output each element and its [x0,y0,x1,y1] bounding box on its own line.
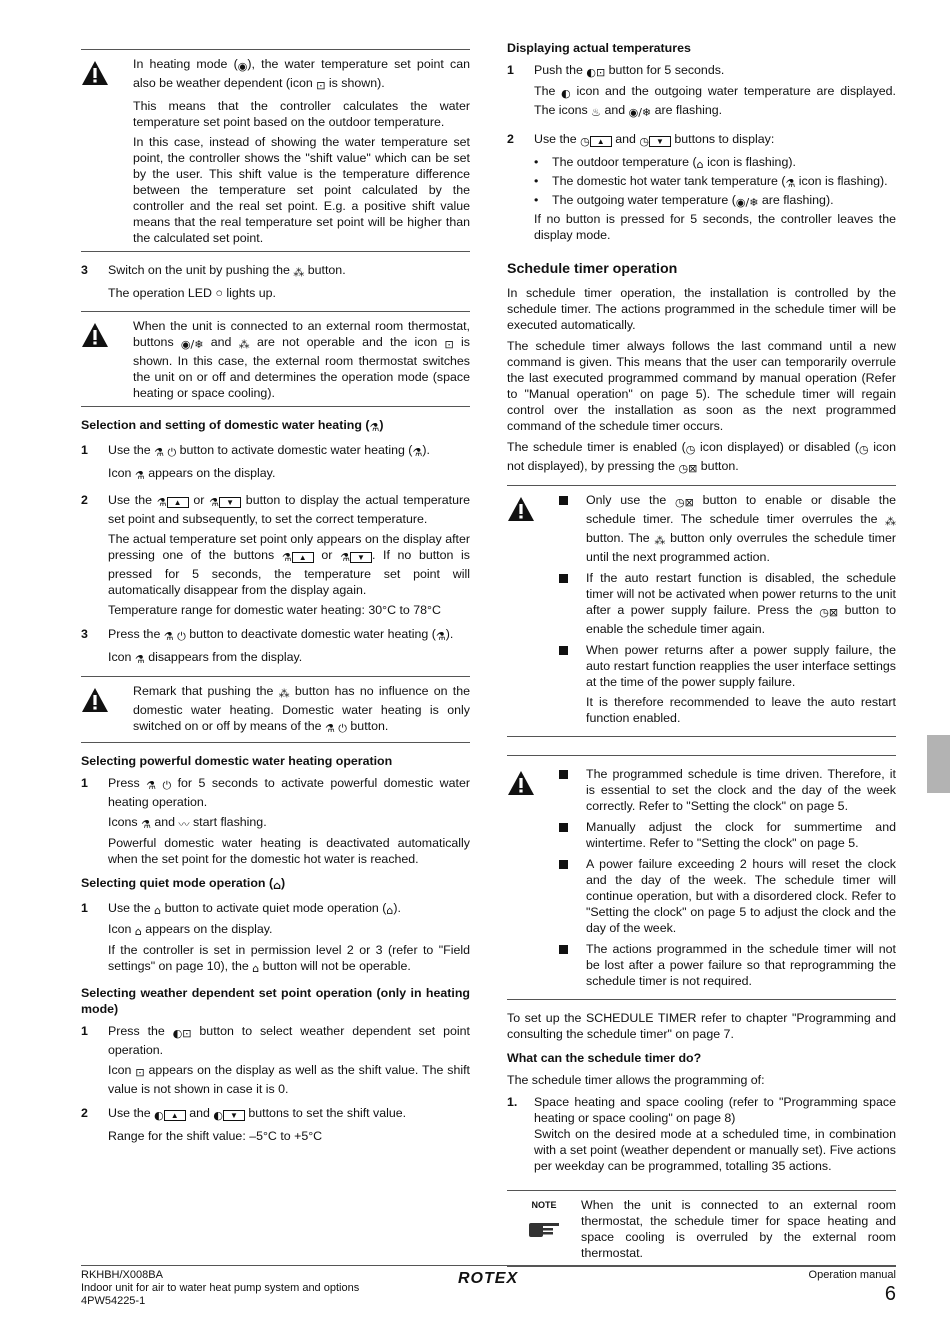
step-weather-2: 2 Use the ◐ ▲ and ◐ ▼ buttons to set the shift value. Range for the shift value: –5°C to +5°C [81,1106,407,1143]
rotex-logo: ROTEX [458,1270,519,1287]
down-key-icon: ▼ [223,1110,245,1121]
step-whatcan-1: 1. Space heating and space cooling (refer to "Programming space heating or space cooling" on page 8) Switch on the desired mode at a scheduled time, in combination with a set point (weather dependent or manually set). Five actions per weekday can be programmed, totalling 35 actions. [507,1095,896,1173]
weather-button-icon: ◐ [586,66,596,79]
timer-button-icon: ◷⊠ [678,462,698,475]
list-item: When power returns after a power supply failure, the auto restart function reapplies the user interface settings at the time of the power supply failure. It is therefore recommended to leave the auto restart function enabled. [559,642,896,726]
weather-button-icon: ◐ [213,1109,223,1122]
warning-box-clock [507,755,896,1000]
step-powerful-1: 1 Press ⚗ ⏻ for 5 seconds to activate powerful domestic water heating operation. Icons ⚗ and 〰 start flashing. Powerful domestic water heating is deactivated automatically when the set point for the domestic hot water is reached. [81,776,470,866]
fan-button-icon: ⁂ [293,266,305,279]
list-item: • The domestic hot water tank temperature (⚗ icon is flashing). [534,174,888,190]
tap-icon: ⚗ [146,779,156,792]
thermostat-icon: ⊡ [444,338,454,351]
heat-cool-icon: ◉/❄ [180,338,204,351]
warning-box-thermostat: When the unit is connected to an external room thermostat, buttons ◉/❄ and ⁂ are not operable and the icon ⊡ is shown. In this case, the external room thermostat switches the unit on or off and determines the operation mode (space heating or space cooling). [81,311,470,407]
page-number: 6 [884,1283,896,1305]
up-key-icon: ▲ [292,552,314,563]
warning-text: This means that the controller calculates the water temperature set point based on the outdoor temperature. [133,99,470,129]
outgoing-water-icon: ♨ [591,106,602,119]
note-text: When the unit is connected to an external room thermostat, the schedule timer for space heating and space cooling is overruled by the external room thermostat. [581,1198,896,1260]
list-item: • The outgoing water temperature (◉/❄ are flashing). [534,193,834,209]
warning-icon [507,496,535,522]
step-dhw-3: 3 Press the ⚗ ⏻ button to deactivate domestic water heating (⚗). Icon ⚗ disappears from the display. [81,627,454,666]
outdoor-icon: ⌂ [696,158,704,171]
up-key-icon: ▲ [164,1110,186,1121]
step-quiet-1: 1 Use the ⌂ button to activate quiet mode operation (⌂). Icon ⌂ appears on the display. If the controller is set in permission level 2 or 3 (refer to "Field settings" on page 10), the ⌂ button will not be operable. [81,901,470,975]
tap-icon: ⚗ [281,551,292,564]
footer [81,1265,896,1307]
tap-icon: ⚗ [435,630,446,643]
quiet-icon: ⌂ [134,925,142,938]
down-key-icon: ▼ [649,136,671,147]
tap-icon: ⚗ [340,551,350,564]
tap-icon: ⚗ [154,446,165,459]
list-item: If the auto restart function is disabled, the schedule timer will not be activated when power returns to the unit after a power supply failure. Press the ◷⊠ button to enable the schedule timer again. [559,570,896,637]
warning-icon [81,60,109,86]
weather-dependent-icon: ⊡ [135,1066,145,1079]
step-display-2: 2 Use the ◷ ▲ and ◷ ▼ buttons to display: • The outdoor temperature (⌂ icon is flashing). • The domestic hot water tank temperature (⚗ icon is flashing). • The outgoing water temperature (◉/❄ are flashing). If no button is pressed for 5 seconds, the controller leaves the display mode. [507,132,896,242]
weather-button-icon: ◐ [561,87,571,100]
power-icon: ⏻ [177,630,186,643]
pointing-hand-icon [527,1217,561,1239]
tap-icon: ⚗ [369,421,380,434]
heat-cool-icon: ◉/❄ [628,106,652,119]
manual-title: Operation manual [808,1269,896,1281]
section-heading-display: Displaying actual temperatures [507,41,691,55]
quiet-icon: ⌂ [154,904,162,917]
warning-box-schedule [507,485,896,737]
warning-text: In heating mode (◉), the water temperature set point can also be weather dependent (icon ⊡ is shown). [133,57,470,92]
document-code: 4PW54225-1 [81,1295,146,1307]
right-column [507,40,896,1267]
left-column [81,40,470,1148]
section-heading-dhw: Selection and setting of domestic water heating (⚗) [81,418,384,434]
warning-icon [81,687,109,713]
clock-icon: ◷ [580,135,590,148]
heat-cool-icon: ◉/❄ [735,196,759,209]
tap-icon: ⚗ [412,446,423,459]
section-heading-powerful: Selecting powerful domestic water heating operation [81,754,393,768]
step-display-1: 1 Push the ◐⊡ button for 5 seconds. The ◐ icon and the outgoing water temperature are displayed. The icons ♨ and ◉/❄ are flashing. [507,63,896,119]
fan-button-icon: ⁂ [238,338,250,351]
clock-icon: ◷ [859,443,869,456]
tap-icon: ⚗ [163,630,174,643]
weather-button-icon: ◐ [154,1109,164,1122]
paragraph: The schedule timer allows the programming of: [507,1073,765,1087]
step-dhw-1: 1 Use the ⚗ ⏻ button to activate domestic water heating (⚗). Icon ⚗ appears on the display. [81,443,430,482]
warning-text: In this case, instead of showing the water temperature set point, the controller shows the "shift value" which can be set by the user. This shift value is the temperature difference between the temperature set point calculated by the controller and the real set point. E.g. a positive shift value means that the real temperature set point will be higher than the calculated set point. [133,135,470,245]
section-tab [927,735,950,793]
powerful-icon: 〰 [178,818,190,831]
quiet-icon: ⌂ [252,962,260,975]
list-item: • The outdoor temperature (⌂ icon is flashing). [534,155,796,171]
fan-button-icon: ⁂ [885,515,896,528]
step-dhw-2: 2 Use the ⚗ ▲ or ⚗ ▼ button to display the actual temperature set point and subsequently, to set the correct temperature. The actual temperature set point only appears on the display after pressing one of the buttons ⚗ ▲ or ⚗ ▼ . If no button is pressed for 5 seconds, the temperature set point will automatically disappear from the display again. Temperature range for domestic water heating: 30°C to 78°C [81,493,470,617]
quiet-icon: ⌂ [386,904,394,917]
tap-icon: ⚗ [134,469,145,482]
section-heading-schedule: Schedule timer operation [507,261,678,277]
tap-icon: ⚗ [141,818,151,831]
step-weather-1: 1 Press the ◐⊡ button to select weather dependent set point operation. Icon ⊡ appears on the display as well as the shift value. The shift value is not shown in case it is 0. [81,1024,471,1096]
list-item: Manually adjust the clock for summertime and wintertime. Refer to "Setting the clock" on page 5. [559,819,896,851]
section-heading-whatcan: What can the schedule timer do? [507,1051,702,1065]
list-item: The actions programmed in the schedule timer will not be lost after a power failure so that reprogramming the schedule timer is not required. [559,941,896,989]
section-heading-weather: Selecting weather dependent set point operation (only in heating mode) [81,986,470,1016]
tap-icon: ⚗ [324,722,335,735]
tap-icon: ⚗ [785,177,796,190]
warning-box-weather [81,49,470,252]
tap-icon: ⚗ [134,653,145,666]
fan-button-icon: ⁂ [654,534,666,547]
tap-icon: ⚗ [156,496,167,509]
power-icon: ⏻ [338,722,347,735]
power-icon: ⏻ [162,779,172,792]
timer-button-icon: ◷⊠ [675,496,694,509]
up-key-icon: ▲ [167,497,189,508]
warning-box-dhw-remark: Remark that pushing the ⁂ button has no influence on the domestic water heating. Domestic water heating is only switched on or off by means of the ⚗ ⏻ button. [81,676,470,743]
paragraph: The schedule timer is enabled (◷ icon displayed) or disabled (◷ icon not displayed), by pressing the ◷⊠ button. [507,440,896,475]
list-item: A power failure exceeding 2 hours will reset the clock and the day of the week. The schedule timer will continue operation, but with a disordered clock. Refer to "Setting the clock" on page 5 to adjust the clock and the day of the week. [559,856,896,936]
paragraph: The schedule timer always follows the last command until a new command is given. This means that the user can temporarily overrule the last executed programmed command by manual operation (Refer to "Manual operation" on page 5). The schedule timer will regain control over the installation as soon as the next programmed command of the schedule timer occurs. [507,339,896,433]
note-label: NOTE [531,1200,557,1210]
up-key-icon: ▲ [590,136,612,147]
note-box [507,1190,896,1267]
weather-dependent-icon: ⊡ [316,79,326,92]
tap-icon: ⚗ [209,496,220,509]
weather-dependent-icon: ⊡ [182,1027,192,1040]
timer-button-icon: ◷⊠ [819,606,839,619]
quiet-icon: ⌂ [273,879,281,892]
list-item: The programmed schedule is time driven. Therefore, it is essential to set the clock and the day of the week correctly. Refer to "Setting the clock" on page 5. [559,766,896,814]
clock-icon: ◷ [685,443,696,456]
weather-button-icon: ◐ [172,1027,183,1040]
warning-icon [507,770,535,796]
step-switch-on: 3 Switch on the unit by pushing the ⁂ button. The operation LED ○ lights up. [81,263,346,300]
heating-icon: ◉ [237,60,248,73]
paragraph: To set up the SCHEDULE TIMER refer to chapter "Programming and consulting the schedule timer" on page 7. [507,1011,896,1041]
warning-icon [81,322,109,348]
paragraph: In schedule timer operation, the installation is controlled by the schedule timer. The actions programmed in the schedule timer will be executed automatically. [507,286,896,332]
fan-button-icon: ⁂ [278,687,290,700]
document-description: Indoor unit for air to water heat pump system and options [81,1282,360,1294]
list-item: Only use the ◷⊠ button to enable or disable the schedule timer. The schedule timer overrules the ⁂ button. The ⁂ button only overrules the schedule timer until the next programmed action. [559,492,896,565]
down-key-icon: ▼ [350,552,372,563]
weather-dependent-icon: ⊡ [595,66,606,79]
section-heading-quiet: Selecting quiet mode operation (⌂) [81,876,286,892]
down-key-icon: ▼ [219,497,241,508]
clock-icon: ◷ [639,135,649,148]
model-number: RKHBH/X008BA [81,1269,163,1281]
power-icon: ⏻ [167,446,177,459]
